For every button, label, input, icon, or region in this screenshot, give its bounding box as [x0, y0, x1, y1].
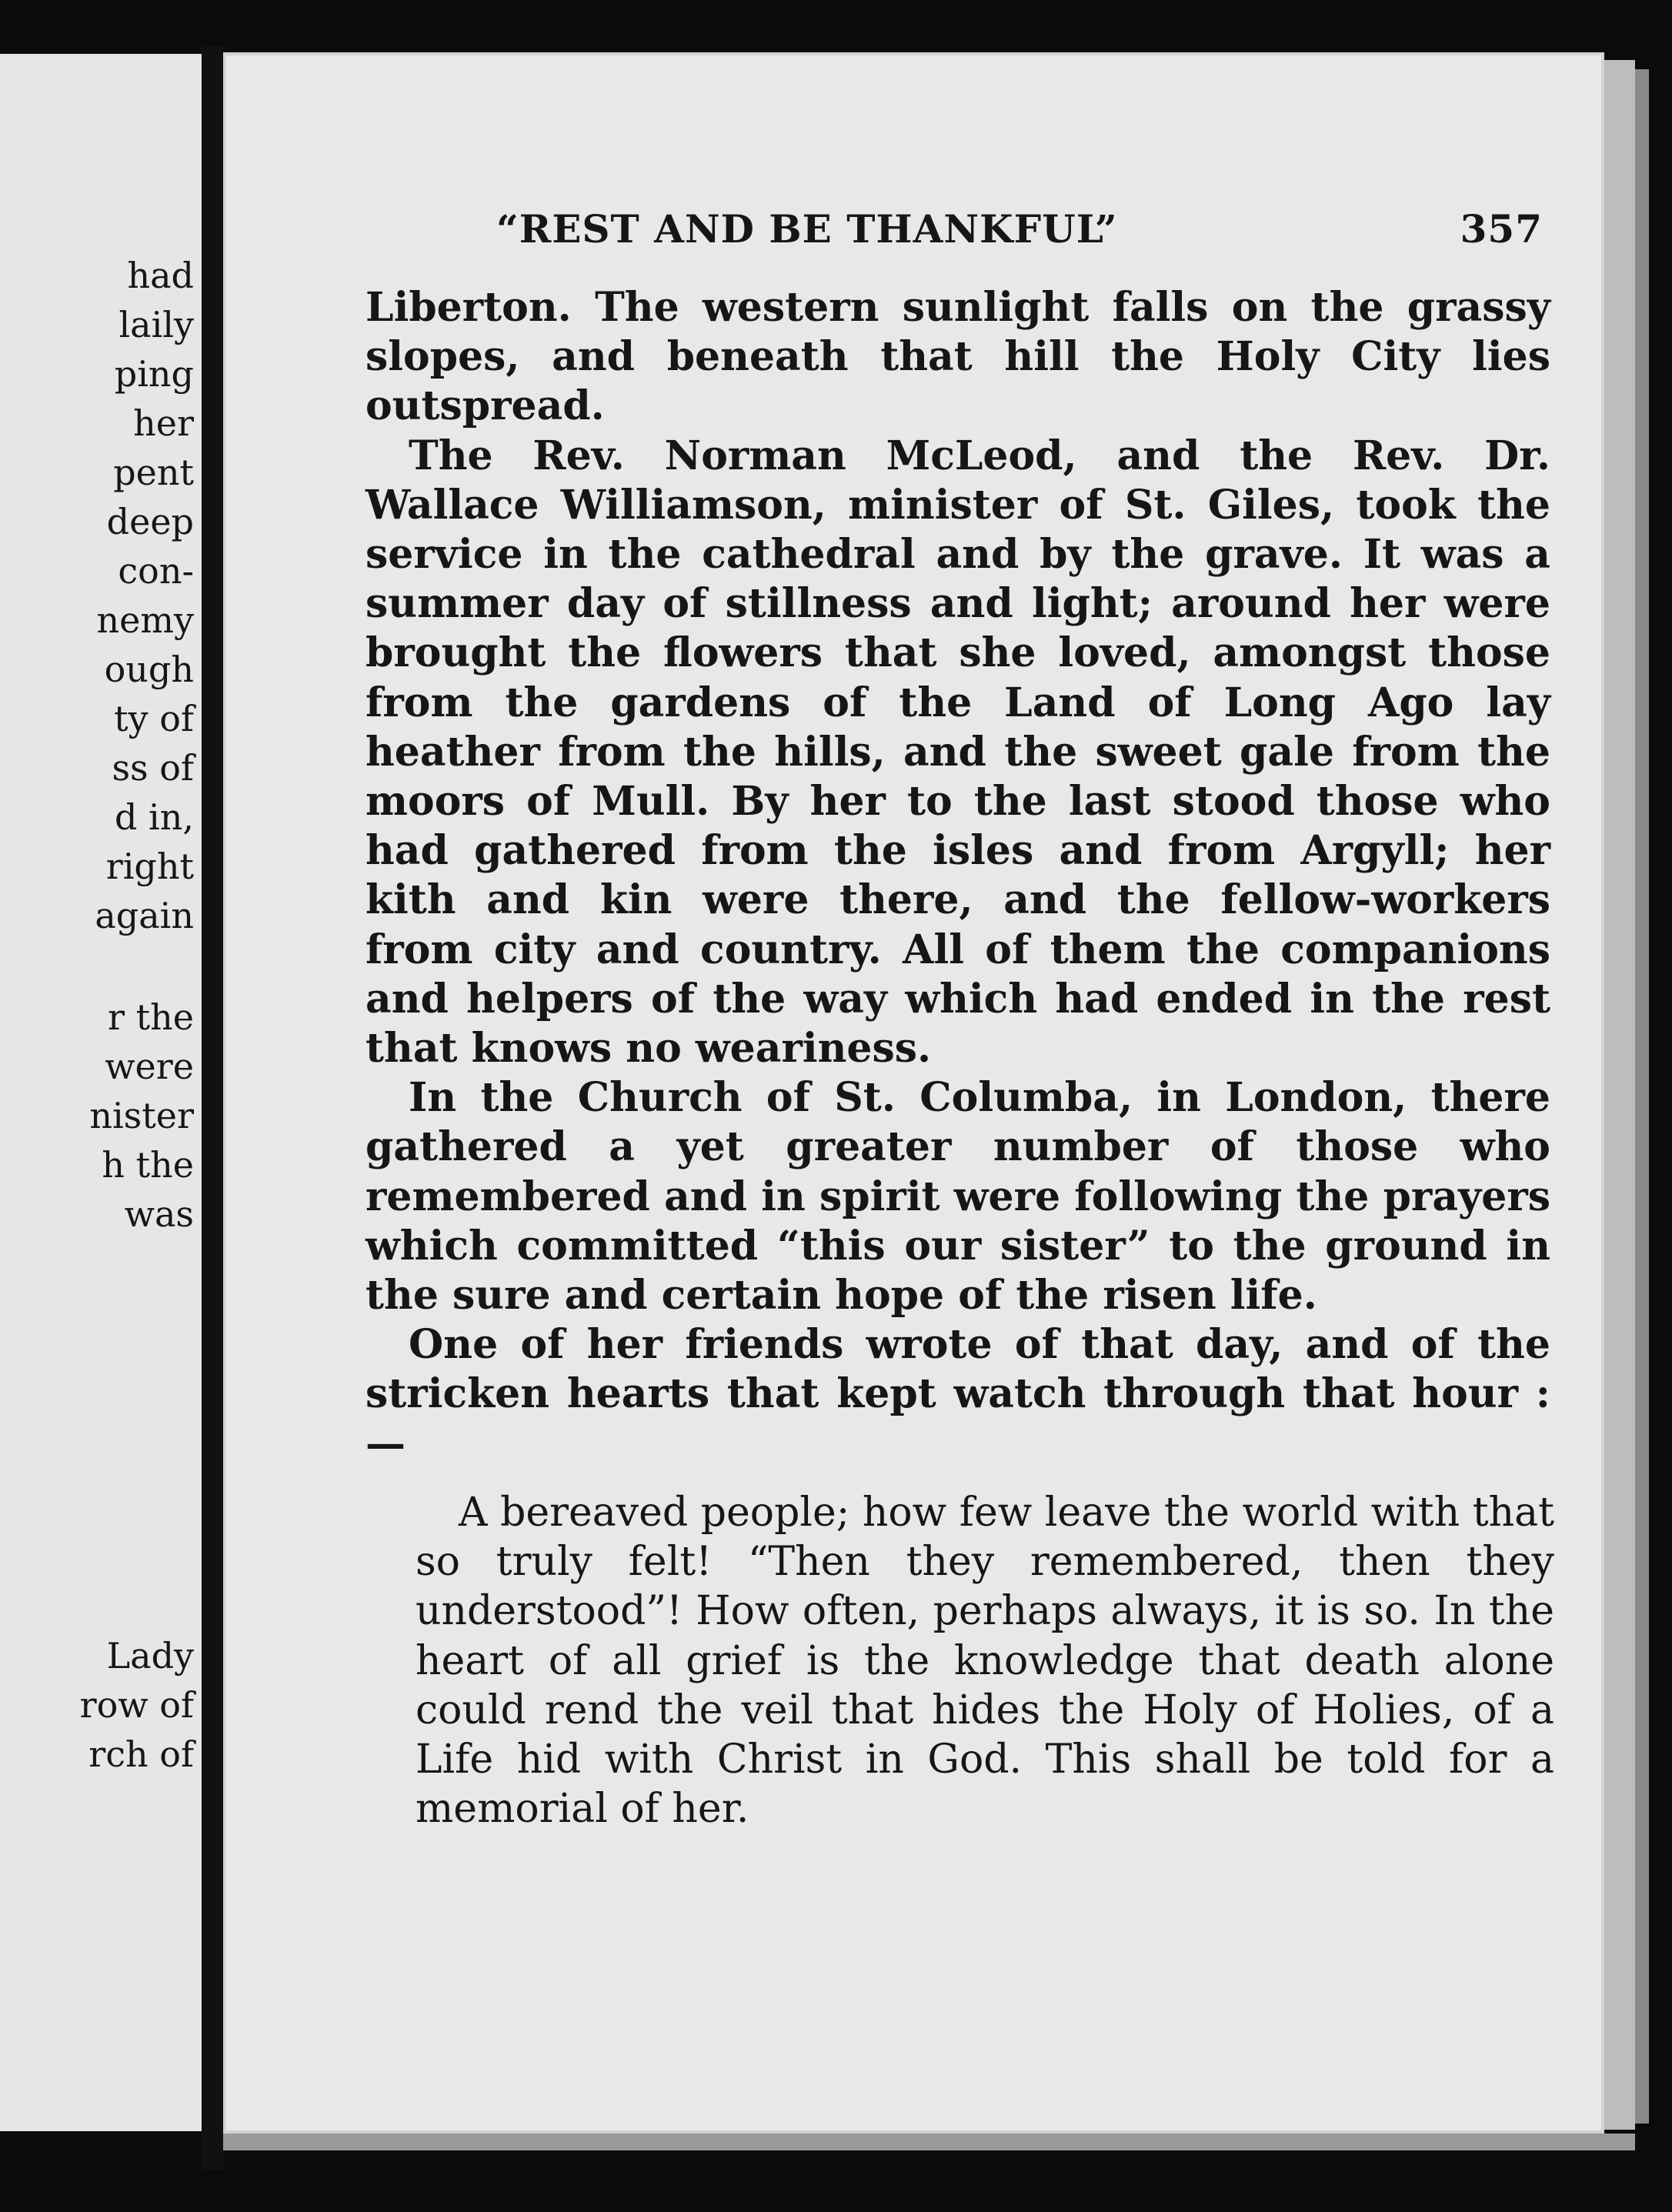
- page-bottom-edge: [223, 2134, 1635, 2150]
- quotation-block: [415, 1488, 1554, 1833]
- left-page-line-fragment: laily: [118, 304, 194, 345]
- left-page-line-fragment: Lady: [106, 1635, 194, 1677]
- left-page-line-fragment: her: [133, 402, 194, 444]
- running-head-title: “REST AND BE THANKFUL”: [496, 206, 1118, 252]
- page-edge-shadow: [1635, 69, 1649, 2124]
- left-page-line-fragment: h the: [102, 1144, 194, 1186]
- left-page-line-fragment: right: [105, 846, 194, 887]
- paragraph-st-columba: In the Church of St. Columba, in London, there gathered a yet greater number of those who remembered and in spirit were following the prayers which committed “this our sister” to the ground in the sure and certain hope of the risen life.: [365, 1074, 1550, 1320]
- left-page-line-fragment: ough: [104, 649, 194, 690]
- left-page-line-fragment: pent: [113, 452, 194, 493]
- left-page-line-fragment: ping: [114, 353, 194, 395]
- left-page-line-fragment: nister: [89, 1095, 194, 1136]
- main-text-block: [365, 283, 1550, 1469]
- paragraph-continuation: Liberton. The western sunlight falls on the grassy slopes, and beneath that hill the Holy City lies outspread.: [365, 284, 1550, 430]
- book-gutter: [202, 46, 225, 2170]
- left-page-line-fragment: row of: [79, 1684, 194, 1726]
- left-page-line-fragment: nemy: [96, 599, 194, 641]
- left-page-line-fragment: had: [127, 255, 194, 296]
- paragraph-funeral-service: The Rev. Norman McLeod, and the Rev. Dr. Wallace Williamson, minister of St. Giles, took the service in the cathedral and by the grave. It was a summer day of stillness and light; around her were brought the flowers that she loved, amongst those from the gardens of the Land of Long Ago lay heather from the hills, and the sweet gale from the moors of Mull. By her to the last stood those who had gathered from the isles and from Argyll; her kith and kin were there, and the fellow-workers from city and country. All of them the companions and helpers of the way which had ended in the rest that knows no weariness.: [365, 432, 1550, 1073]
- left-page-fragment: [0, 54, 202, 2131]
- page-edge: [1604, 60, 1635, 2130]
- left-page-line-fragment: d in,: [114, 796, 194, 838]
- left-page-line-fragment: was: [124, 1193, 194, 1235]
- left-page-line-fragment: con-: [118, 550, 194, 592]
- left-page-line-fragment: again: [95, 895, 194, 936]
- right-page: [223, 52, 1604, 2134]
- left-page-line-fragment: rch of: [88, 1733, 194, 1775]
- left-page-line-fragment: ty of: [114, 698, 194, 739]
- left-page-line-fragment: deep: [106, 501, 194, 542]
- left-page-line-fragment: r the: [108, 996, 194, 1038]
- left-page-line-fragment: ss of: [112, 747, 194, 789]
- paragraph-friend-wrote: One of her friends wrote of that day, and of the stricken hearts that kept watch through that hour :—: [365, 1321, 1550, 1467]
- left-page-line-fragment: were: [105, 1046, 194, 1087]
- quotation-text: A bereaved people; how few leave the world with that so truly felt! “Then they remembered, then they understood”! How often, perhaps always, it is so. In the heart of all grief is the knowledge that death alone could rend the veil that hides the Holy of Holies, of a Life hid with Christ in God. This shall be told for a memorial of her.: [415, 1490, 1554, 1833]
- page-number: 357: [1460, 206, 1543, 252]
